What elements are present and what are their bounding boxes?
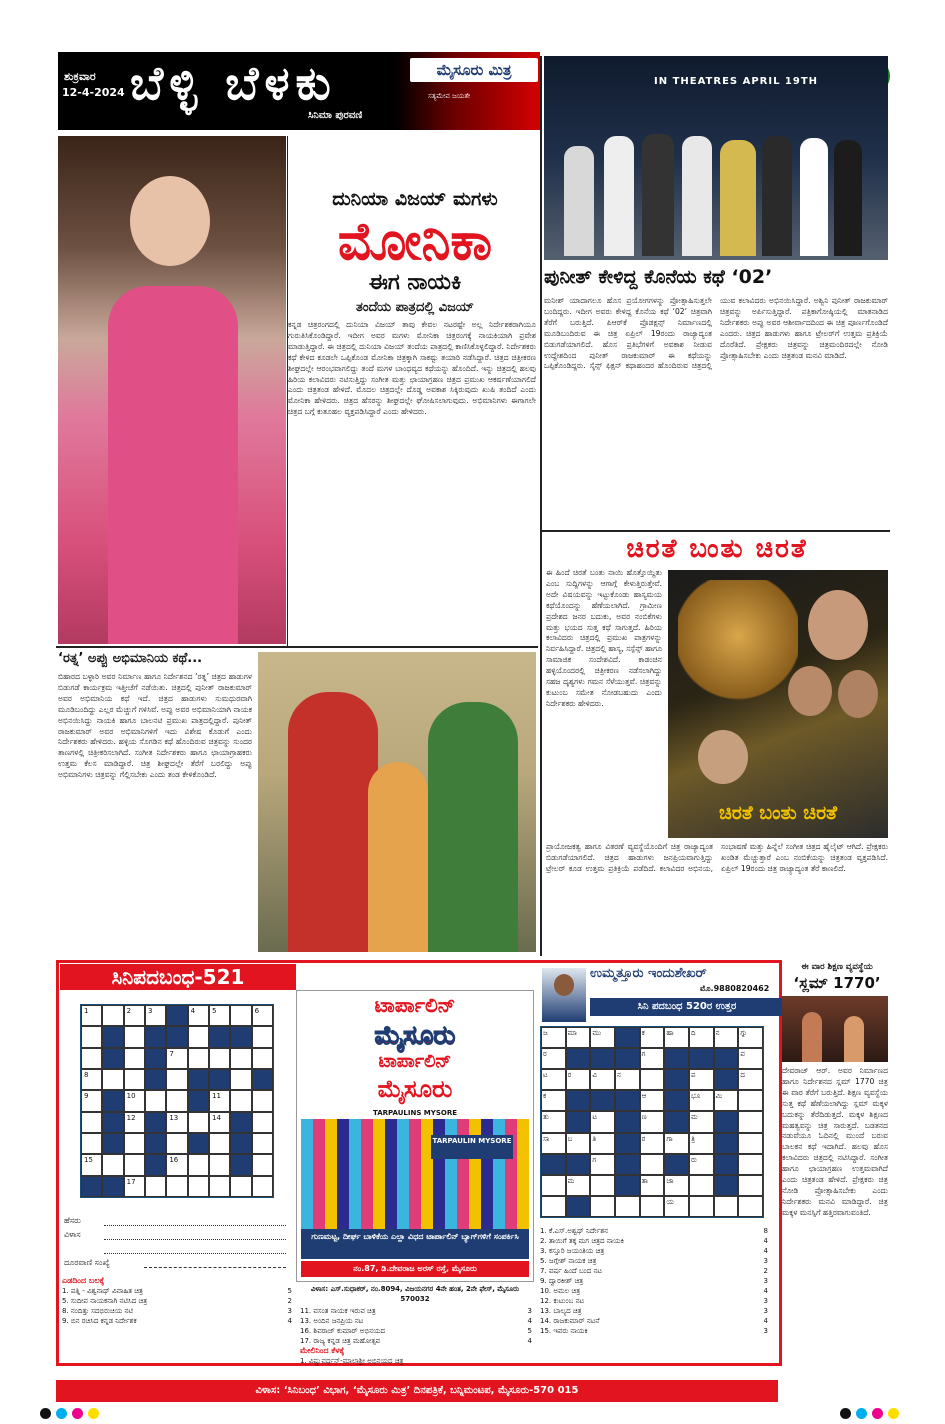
ad-brand-en: TARPAULINS MYSORE bbox=[372, 1109, 457, 1117]
across-clues-2 bbox=[300, 1306, 532, 1366]
clue: 8. ನಂದಿತ್ತು ಸದಭಿರುಚಿಯ ನಟಿ bbox=[62, 1307, 133, 1315]
clue: 11. ವಸಂತ ನಾಯಕ ಇರುವ ಚಿತ್ರ bbox=[300, 1307, 376, 1315]
clue: 5. ಸುದೀಪ ನಾಯಕನಾಗಿ ನಟಿಸಿದ ಚಿತ್ರ bbox=[62, 1297, 148, 1305]
down-title: ಮೇಲಿನಿಂದ ಕೆಳಕ್ಕೆ bbox=[300, 1346, 345, 1355]
answer-clue-num: 3 bbox=[763, 1297, 768, 1305]
answer-clue-num: 3 bbox=[763, 1277, 768, 1285]
entry-form bbox=[64, 1212, 286, 1268]
clue-num: 4 bbox=[527, 1317, 532, 1325]
tarpaulin-ad bbox=[296, 990, 534, 1282]
slum-photo bbox=[782, 996, 888, 1062]
clue: 1. ಪತ್ನಿ - ವಿಶ್ವನಾಥ್ ವಿವಾಹಿತ ಚಿತ್ರ bbox=[62, 1287, 143, 1295]
rathna-photo bbox=[258, 652, 536, 952]
answer-clue: 1. ಕೆ.ಎಸ್.ಅಶ್ವಥ್ ನಿರ್ದೇಶನ bbox=[540, 1227, 609, 1235]
puneeth-event-photo bbox=[544, 56, 888, 260]
monika-deck: ಈಗ ನಾಯಕಿ bbox=[368, 270, 462, 295]
monika-kicker: ದುನಿಯಾ ವಿಜಯ್ ಮಗಳು bbox=[332, 188, 498, 210]
answer-grid: ಜ ಮಾ ಮು ಕ ಹಾ ದಿ ನ ಗ್ನು ರ ಗ ಪ ಟ ರ ವಿ ನ ಪ ದ ಕ ಆ ಭೂ ಮಿ ತು ಟ ಣ ಮ ಸಾ ಬ ತಿ ರ ಗಾ ತ್ರಿ ಗ ರು ಮ ತಾ ಜಾ ಯ bbox=[540, 1026, 764, 1218]
masthead bbox=[58, 52, 540, 130]
answer-clue: 10. ಅಮಲ ಚಿತ್ರ bbox=[540, 1287, 581, 1295]
address-label: ವಿಳಾಸ bbox=[64, 1230, 81, 1239]
across-clues bbox=[62, 1276, 292, 1326]
answer-clue: 13. ಬಾಲ್ಯದ ಚಿತ್ರ bbox=[540, 1307, 582, 1315]
puneeth-body: ಮನೀಶ್ ಯಾದಾಗಲೂ ಹೊಸ ಪ್ರಯೋಗಗಳನ್ನು ಪ್ರೋತ್ಸಾಹಿಸುತ್ತಲೇ ಬಂದಿದ್ದರು. ಇದೀಗ ಅವರು ಕೇಳಿದ್ದ ಕೊನೆಯ ಕಥೆ ‘02’ ಚಿತ್ರವಾಗಿ ತೆರೆಗೆ ಬರುತ್ತಿದೆ. ಪಿಆರ್‌ಕೆ ಪ್ರೊಡಕ್ಷನ್ಸ್ ನಿರ್ಮಾಣದಲ್ಲಿ ಮೂಡಿಬಂದಿರುವ ಈ ಚಿತ್ರ ಏಪ್ರಿಲ್ 19ರಂದು ರಾಜ್ಯಾದ್ಯಂತ ಬಿಡುಗಡೆಯಾಗಲಿದೆ. ಹೊಸ ಪ್ರತಿಭೆಗಳಿಗೆ ಅವಕಾಶ ನೀಡುವ ಉದ್ದೇಶದಿಂದ ಪುನೀತ್ ರಾಜಕುಮಾರ್ ಈ ಕಥೆಯನ್ನು ಒಪ್ಪಿಕೊಂಡಿದ್ದರು. ಸೈನ್ಸ್ ಫಿಕ್ಷನ್ ಕಥಾಹಂದರ ಹೊಂದಿರುವ ಚಿತ್ರದಲ್ಲಿ ಯುವ ಕಲಾವಿದರು ಅಭಿನಯಿಸಿದ್ದಾರೆ. ಅಶ್ವಿನಿ ಪುನೀತ್ ರಾಜಕುಮಾರ್ ಚಿತ್ರವನ್ನು ಅರ್ಪಿಸುತ್ತಿದ್ದಾರೆ. ಪತ್ರಿಕಾಗೋಷ್ಠಿಯಲ್ಲಿ ಮಾತನಾಡಿದ ನಿರ್ದೇಶಕರು ಅಪ್ಪು ಅವರ ಆಶೀರ್ವಾದದಿಂದ ಈ ಚಿತ್ರ ಪೂರ್ಣಗೊಂಡಿದೆ ಎಂದರು. ಚಿತ್ರದ ಹಾಡುಗಳು ಹಾಗೂ ಟ್ರೇಲರ್‌ಗೆ ಉತ್ತಮ ಪ್ರತಿಕ್ರಿಯೆ ದೊರೆತಿದೆ. ಪ್ರೇಕ್ಷಕರು ಚಿತ್ರವನ್ನು ಚಿತ್ರಮಂದಿರದಲ್ಲೇ ನೋಡಿ ಪ್ರೋತ್ಸಾಹಿಸಬೇಕು ಎಂದು ಚಿತ್ರತಂಡ ಮನವಿ ಮಾಡಿದೆ. bbox=[544, 296, 888, 371]
across-title: ಎಡದಿಂದ ಬಲಕ್ಕೆ bbox=[62, 1276, 105, 1285]
clue-num: 4 bbox=[287, 1317, 292, 1325]
rathna-headline: ‘ರತ್ನ’ ಅಪ್ಪು ಅಭಿಮಾನಿಯ ಕಥೆ... bbox=[58, 651, 203, 666]
clue: 1. ವಿಷ್ಣುವರ್ಧನ್-ಮಾಲಾಶ್ರೀ ಅಭಿನಯದ ಚಿತ್ರ bbox=[300, 1357, 404, 1365]
answer-clue: 15. ಇವರು ನಾಯಕಿ bbox=[540, 1327, 588, 1335]
poster-title: ಚಿರತೆ ಬಂತು ಚಿರತೆ bbox=[719, 802, 837, 824]
paper-name: ಮೈಸೂರು ಮಿತ್ರ bbox=[410, 58, 538, 82]
answer-clue-num: 4 bbox=[763, 1247, 768, 1255]
masthead-subtitle: ಸಿನಿಮಾ ಪುರವಣಿ bbox=[308, 110, 363, 121]
clue-num: 5 bbox=[287, 1287, 292, 1295]
answer-clue: 12. ಕುಟುಂಬ ನಟ bbox=[540, 1297, 585, 1305]
answer-clue: 14. ರಾಜಕುಮಾರ್ ನಟನೆ bbox=[540, 1317, 600, 1325]
name-field[interactable] bbox=[104, 1215, 286, 1226]
chirathe-headline: ಚಿರತೆ ಬಂತು ಚಿರತೆ bbox=[626, 534, 808, 564]
answer-clue-list bbox=[540, 1226, 768, 1336]
author-phone: ಮೊ.9880820462 bbox=[700, 984, 770, 993]
ad-brand-2: ಮೈಸೂರು bbox=[374, 1021, 456, 1051]
answer-clue-num: 2 bbox=[763, 1267, 768, 1275]
clue-num: 3 bbox=[527, 1307, 532, 1315]
puneeth-headline: ಪುನೀತ್ ಕೇಳಿದ್ದ ಕೊನೆಯ ಕಥೆ ‘02’ bbox=[544, 266, 773, 288]
clue-num: 5 bbox=[527, 1327, 532, 1335]
author-name: ಉಮ್ಮತ್ತೂರು ಇಂದುಶೇಖರ್ bbox=[590, 966, 707, 981]
clue: 16. ಶಿವರಾಜ್ ಕುಮಾರ್ ಅಭಿನಯದ bbox=[300, 1327, 385, 1335]
footer-bar: ವಿಳಾಸ: ‘ಸಿನಿಬಂಧ’ ವಿಭಾಗ, ‘ಮೈಸೂರು ಮಿತ್ರ’ ದಿನಪತ್ರಿಕೆ, ಬನ್ನಿಮಂಟಪ, ಮೈಸೂರು-570 015 bbox=[56, 1380, 778, 1402]
monika-subdeck: ತಂದೆಯ ಪಾತ್ರದಲ್ಲಿ ವಿಜಯ್ bbox=[356, 300, 474, 315]
monika-body: ಕನ್ನಡ ಚಿತ್ರರಂಗದಲ್ಲಿ ದುನಿಯಾ ವಿಜಯ್ ತಾವು ಕೇವಲ ನಟರಷ್ಟೇ ಅಲ್ಲ ನಿರ್ದೇಶಕರಾಗಿಯೂ ಗುರುತಿಸಿಕೊಂಡಿದ್ದಾರೆ. ಇದೀಗ ಅವರ ಮಗಳು ಮೋನಿಕಾ ಚಿತ್ರರಂಗಕ್ಕೆ ನಾಯಕಿಯಾಗಿ ಪ್ರವೇಶ ಮಾಡುತ್ತಿದ್ದಾರೆ. ಈ ಚಿತ್ರದಲ್ಲಿ ದುನಿಯಾ ವಿಜಯ್ ತಂದೆಯ ಪಾತ್ರದಲ್ಲಿ ಕಾಣಿಸಿಕೊಳ್ಳಲಿದ್ದಾರೆ. ನಿರ್ದೇಶಕರು ಕಥೆ ಕೇಳಿದ ಕೂಡಲೇ ಒಪ್ಪಿಕೊಂಡ ಮೋನಿಕಾ ಚಿತ್ರಕ್ಕಾಗಿ ಸಾಕಷ್ಟು ತಯಾರಿ ನಡೆಸಿದ್ದಾರೆ. ಚಿತ್ರದ ಚಿತ್ರೀಕರಣ ಶೀಘ್ರದಲ್ಲೇ ಆರಂಭವಾಗಲಿದ್ದು ತಂದೆ ಮಗಳ ಬಾಂಧವ್ಯದ ಕಥೆಯನ್ನು ಹೊಂದಿದೆ. ಇನ್ನು ಚಿತ್ರದಲ್ಲಿ ಹಲವು ಹಿರಿಯ ಕಲಾವಿದರು ನಟಿಸುತ್ತಿದ್ದು ಸಂಗೀತ ಮತ್ತು ಛಾಯಾಗ್ರಹಣ ಚಿತ್ರದ ಪ್ರಮುಖ ಆಕರ್ಷಣೆಯಾಗಲಿದೆ ಎಂದು ಚಿತ್ರತಂಡ ಹೇಳಿದೆ. ಮೊದಲ ಚಿತ್ರದಲ್ಲೇ ದೊಡ್ಡ ಅವಕಾಶ ಸಿಕ್ಕಿರುವುದು ಖುಷಿ ತಂದಿದೆ ಎಂದು ಮೋನಿಕಾ ಹೇಳಿದರು. ಚಿತ್ರದ ಹೆಸರನ್ನು ಶೀಘ್ರದಲ್ಲೇ ಘೋಷಿಸಲಾಗುವುದು. ಅಭಿಮಾನಿಗಳು ಈಗಾಗಲೇ ಚಿತ್ರದ ಬಗ್ಗೆ ಕುತೂಹಲ ವ್ಯಕ್ತಪಡಿಸಿದ್ದಾರೆ ಎಂದು ಹೇಳಿದರು. bbox=[288, 320, 536, 417]
clue-num: 2 bbox=[287, 1297, 292, 1305]
crossword-grid: 1 2 3 4 5 6 7 8 9 10 11 12 13 14 15 16 17 bbox=[80, 1004, 274, 1198]
ad-brand-1: ಟಾರ್ಪಾಲಿನ್ bbox=[374, 993, 456, 1017]
slum-body: ದೇವರಾಜ್ ಆರ್. ಅವರ ನಿರ್ಮಾಣದ ಹಾಗೂ ನಿರ್ದೇಶನದ ಸ್ಲಮ್ 1770 ಚಿತ್ರ ಈ ವಾರ ತೆರೆಗೆ ಬರುತ್ತಿದೆ. ಶಿಕ್ಷಣ ವ್ಯವಸ್ಥೆಯ ಸುತ್ತ ಕಥೆ ಹೆಣೆಯಲಾಗಿದ್ದು ಸ್ಲಮ್ ಮಕ್ಕಳ ಬದುಕನ್ನು ತೆರೆದಿಡುತ್ತದೆ. ಮಕ್ಕಳ ಶಿಕ್ಷಣದ ಮಹತ್ವವನ್ನು ಚಿತ್ರ ಸಾರುತ್ತದೆ. ಬಡತನದ ನಡುವೆಯೂ ಓದಿನಲ್ಲಿ ಮುಂದೆ ಬರುವ ಬಾಲಕನ ಕಥೆ ಇದಾಗಿದೆ. ಹಲವು ಹೊಸ ಕಲಾವಿದರು ಚಿತ್ರದಲ್ಲಿ ನಟಿಸಿದ್ದಾರೆ. ಸಂಗೀತ ಹಾಗೂ ಛಾಯಾಗ್ರಹಣ ಉತ್ತಮವಾಗಿದೆ ಎಂದು ಚಿತ್ರತಂಡ ಹೇಳಿದೆ. ಪ್ರೇಕ್ಷಕರು ಚಿತ್ರ ನೋಡಿ ಪ್ರೋತ್ಸಾಹಿಸಬೇಕು ಎಂದು ನಿರ್ದೇಶಕರು ಮನವಿ ಮಾಡಿದ್ದಾರೆ. ಚಿತ್ರ ಮಕ್ಕಳ ಮನಸ್ಸಿಗೆ ಹತ್ತಿರವಾಗುವಂತಿದೆ. bbox=[782, 1066, 888, 1217]
clue: 17. ರಾಜ್ಯ ಕನ್ನಡ ಚಿತ್ರ ಮಹೋತ್ಸವ bbox=[300, 1337, 381, 1345]
answer-clue-num: 8 bbox=[763, 1227, 768, 1235]
slum-headline: ‘ಸ್ಲಮ್ 1770’ bbox=[793, 974, 881, 992]
ad-brand-4: ಮೈಸೂರು bbox=[377, 1075, 453, 1103]
answer-clue: 2. ತಾಯಿಗೆ ತಕ್ಕ ಮಗ ಚಿತ್ರದ ನಾಯಕಿ bbox=[540, 1237, 624, 1245]
shop-photo bbox=[301, 1119, 529, 1229]
answer-clue: 3. ಕಸ್ತೂರಿ ಜಯಂತಿಯ ಚಿತ್ರ bbox=[540, 1247, 605, 1255]
tagline: ಸತ್ಯಮೇವ ಜಯತೇ bbox=[428, 92, 471, 100]
answer-clue-num: 4 bbox=[763, 1287, 768, 1295]
crossword-title: ಸಿನಿಪದಬಂಧ-521 bbox=[60, 964, 296, 990]
phone-field[interactable] bbox=[144, 1257, 286, 1268]
date: 12-4-2024 bbox=[62, 86, 125, 99]
answer-clue-num: 3 bbox=[763, 1307, 768, 1315]
shop-sign: TARPAULIN MYSORE bbox=[431, 1135, 513, 1159]
clue: 13. ಅಂದಿನ ಜನಪ್ರಿಯ ನಟ bbox=[300, 1317, 364, 1325]
ad-address: ನಂ.87, ಡಿ.ದೇವರಾಜ ಅರಸ್ ರಸ್ತೆ, ಮೈಸೂರು bbox=[301, 1261, 529, 1277]
theatre-banner-text: IN THEATRES APRIL 19TH bbox=[654, 76, 819, 87]
chirathe-body-bottom: ಪ್ರಾಯೋಜಕತ್ವ ಹಾಗೂ ವಿತರಣೆ ವ್ಯವಸ್ಥೆಯೊಂದಿಗೆ ಚಿತ್ರ ರಾಜ್ಯಾದ್ಯಂತ ಬಿಡುಗಡೆಯಾಗಲಿದೆ. ಚಿತ್ರದ ಹಾಡುಗಳು ಜನಪ್ರಿಯವಾಗುತ್ತಿದ್ದು ಟ್ರೇಲರ್ ಕೂಡ ಉತ್ತಮ ಪ್ರತಿಕ್ರಿಯೆ ಪಡೆದಿದೆ. ಕಲಾವಿದರ ಅಭಿನಯ, ಸಂಭಾಷಣೆ ಮತ್ತು ಹಿನ್ನೆಲೆ ಸಂಗೀತ ಚಿತ್ರದ ಹೈಲೈಟ್ ಆಗಿದೆ. ಪ್ರೇಕ್ಷಕರು ಖಂಡಿತ ಮೆಚ್ಚುತ್ತಾರೆ ಎಂಬ ನಂಬಿಕೆಯನ್ನು ಚಿತ್ರತಂಡ ವ್ಯಕ್ತಪಡಿಸಿದೆ. ಏಪ್ರಿಲ್ 19ರಂದು ಚಿತ್ರ ರಾಜ್ಯಾದ್ಯಂತ ತೆರೆ ಕಾಣಲಿದೆ. bbox=[546, 842, 888, 873]
clue-num: 4 bbox=[527, 1337, 532, 1345]
answer-clue: 5. ಜಗ್ಗೇಶ್ ನಾಯಕ ಚಿತ್ರ bbox=[540, 1257, 597, 1265]
rathna-body: ಬಿಹಾರದ ಬಳ್ಳಾರಿ ಅವರ ನಿರ್ಮಾಣ ಹಾಗೂ ನಿರ್ದೇಶನದ ‘ರತ್ನ’ ಚಿತ್ರದ ಹಾಡುಗಳ ಬಿಡುಗಡೆ ಕಾರ್ಯಕ್ರಮ ಇತ್ತೀಚೆಗೆ ನಡೆಯಿತು. ಚಿತ್ರದಲ್ಲಿ ಪುನೀತ್ ರಾಜಕುಮಾರ್ ಅವರ ಅಭಿಮಾನಿಯ ಕಥೆ ಇದೆ. ಚಿತ್ರದ ಹಾಡುಗಳು ಸುಮಧುರವಾಗಿ ಮೂಡಿಬಂದಿದ್ದು ಎಲ್ಲರ ಮೆಚ್ಚುಗೆ ಗಳಿಸಿವೆ. ಅಪ್ಪು ಅವರ ಅಭಿಮಾನಿಯಾಗಿ ನಾಯಕ ಅಭಿನಯಿಸಿದ್ದು ನಾಯಕಿ ಹಾಗೂ ಬಾಲನಟಿ ಪ್ರಮುಖ ಪಾತ್ರದಲ್ಲಿದ್ದಾರೆ. ಪುನೀತ್ ರಾಜಕುಮಾರ್ ಅವರ ಅಭಿಮಾನಿಗಳಿಗೆ ಇದು ವಿಶೇಷ ಕೊಡುಗೆ ಎಂದು ನಿರ್ದೇಶಕರು ಹೇಳಿದರು. ಹಳ್ಳಿಯ ಸೊಗಡಿನ ಕಥೆ ಹೊಂದಿರುವ ಚಿತ್ರವನ್ನು ಸುಂದರ ತಾಣಗಳಲ್ಲಿ ಚಿತ್ರೀಕರಿಸಲಾಗಿದೆ. ಸಂಗೀತ ನಿರ್ದೇಶಕರು ಹಾಗೂ ಛಾಯಾಗ್ರಾಹಕರು ಉತ್ತಮ ಕೆಲಸ ಮಾಡಿದ್ದಾರೆ. ಚಿತ್ರ ಶೀಘ್ರದಲ್ಲೇ ತೆರೆಗೆ ಬರಲಿದ್ದು ಅಪ್ಪು ಅಭಿಮಾನಿಗಳು ಚಿತ್ರವನ್ನು ಗೆಲ್ಲಿಸಬೇಕು ಎಂದು ತಂಡ ಕೇಳಿಕೊಂಡಿದೆ. bbox=[58, 672, 252, 780]
clue-num: 3 bbox=[287, 1307, 292, 1315]
clue: 9. ಬಿನ ರಚಿಸಿದ ಕನ್ನಡ ನಿರ್ದೇಶಕ bbox=[62, 1317, 137, 1325]
monika-headline: ಮೋನಿಕಾ bbox=[337, 212, 493, 272]
answer-title: ಸಿನಿ ಪದಬಂಧ 520ರ ಉತ್ತರ bbox=[590, 998, 784, 1016]
answer-clue-num: 3 bbox=[763, 1327, 768, 1335]
slum-kicker: ಈ ವಾರ ಶಿಕ್ಷಣ ವ್ಯವಸ್ಥೆಯ bbox=[801, 962, 873, 972]
day: ಶುಕ್ರವಾರ bbox=[64, 70, 96, 83]
masthead-title: ಬೆಳ್ಳಿ ಬೆಳಕು bbox=[130, 56, 337, 110]
answer-clue-num: 3 bbox=[763, 1257, 768, 1265]
address-field-2[interactable] bbox=[104, 1243, 286, 1254]
answer-clue-num: 4 bbox=[763, 1317, 768, 1325]
monika-photo bbox=[58, 136, 286, 644]
answer-clue-num: 4 bbox=[763, 1237, 768, 1245]
phone-label: ದೂರವಾಣಿ ಸಂಖ್ಯೆ bbox=[64, 1258, 110, 1267]
chirathe-poster bbox=[668, 570, 888, 838]
ad-contact: ವಿಳಾಸ: ಎಸ್.ಸುಧಾಕರ್, ನಂ.8094, ವಿಜಯನಗರ 4ನೇ ಹಂತ, 2ನೇ ಫೇಸ್, ಮೈಸೂರು 570032 bbox=[310, 1285, 520, 1303]
author-photo bbox=[542, 968, 586, 1022]
address-field[interactable] bbox=[104, 1229, 286, 1240]
chirathe-body-left: ಈ ಹಿಂದೆ ಚಿರತೆ ಬಂತು ನಾಯಿ ಹೊತ್ತೊಯ್ದಿತು ಎಂಬ ಸುದ್ದಿಗಳನ್ನು ಆಗಾಗ್ಗೆ ಕೇಳುತ್ತಿರುತ್ತೇವೆ. ಅದೇ ವಿಷಯವನ್ನು ಇಟ್ಟುಕೊಂಡು ಹಾಸ್ಯಮಯ ಕಥೆಯೊಂದನ್ನು ಹೆಣೆಯಲಾಗಿದೆ. ಗ್ರಾಮೀಣ ಪ್ರದೇಶದ ಜನರ ಬದುಕು, ಅವರ ನಂಬಿಕೆಗಳು ಮತ್ತು ಭಯದ ಸುತ್ತ ಕಥೆ ಸಾಗುತ್ತದೆ. ಹಿರಿಯ ಕಲಾವಿದರು ಚಿತ್ರದಲ್ಲಿ ಪ್ರಮುಖ ಪಾತ್ರಗಳನ್ನು ನಿರ್ವಹಿಸಿದ್ದಾರೆ. ಚಿತ್ರದಲ್ಲಿ ಹಾಸ್ಯ, ಸಸ್ಪೆನ್ಸ್ ಹಾಗೂ ಸಾಮಾಜಿಕ ಸಂದೇಶವಿದೆ. ಕಾಡಂಚಿನ ಹಳ್ಳಿಯೊಂದರಲ್ಲಿ ಚಿತ್ರೀಕರಣ ನಡೆಸಲಾಗಿದ್ದು ಸಹಜ ದೃಶ್ಯಗಳು ಗಮನ ಸೆಳೆಯುತ್ತವೆ. ಚಿತ್ರವನ್ನು ಕುಟುಂಬ ಸಮೇತ ನೋಡಬಹುದು ಎಂದು ನಿರ್ದೇಶಕರು ಹೇಳಿದರು. bbox=[546, 568, 662, 708]
ad-offer: ಗುಣಮಟ್ಟ, ದೀರ್ಘ ಬಾಳಿಕೆಯ ಎಲ್ಲಾ ವಿಧದ ಟಾರ್ಪಾಲಿನ್ ಬ್ಯಾಗ್‌ಗಳಿಗೆ ಸಂಪರ್ಕಿಸಿ bbox=[301, 1229, 529, 1259]
ad-brand-3: ಟಾರ್ಪಾಲಿನ್ bbox=[378, 1051, 452, 1072]
answer-clue: 7. ವರ್ಷ ಹಿಂದೆ ಬಂದ ನಟ bbox=[540, 1267, 602, 1275]
name-label: ಹೆಸರು bbox=[64, 1216, 81, 1225]
answer-clue: 9. ದ್ವಾರಕೀಶ್ ಚಿತ್ರ bbox=[540, 1277, 584, 1285]
